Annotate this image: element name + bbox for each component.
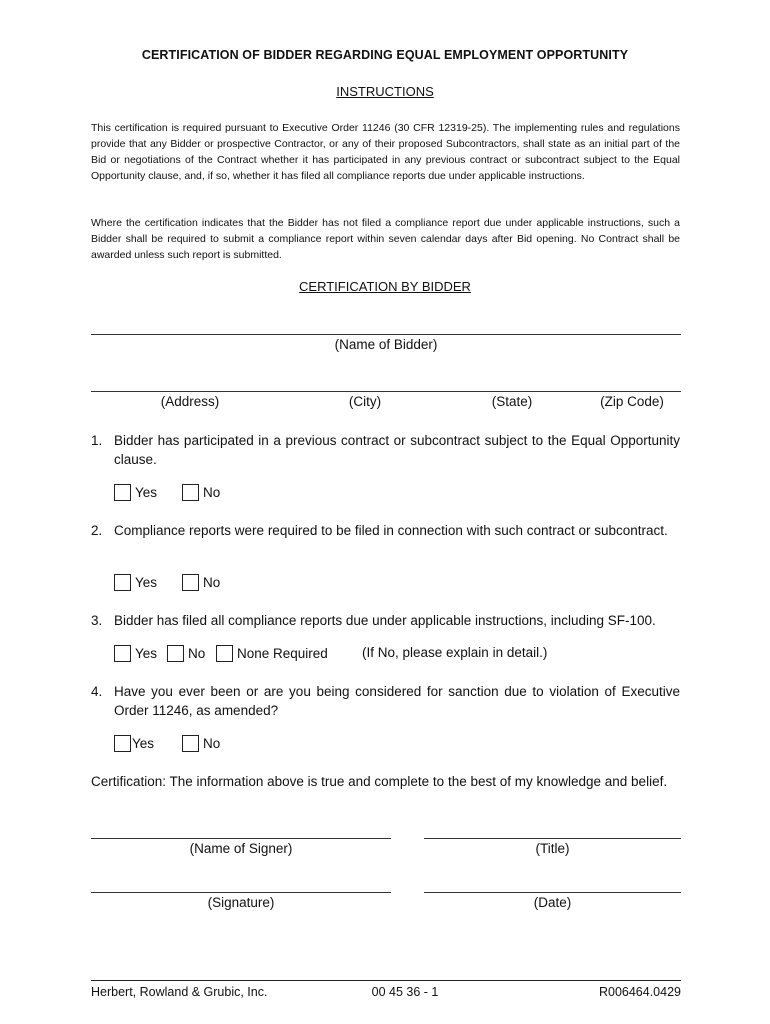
question-1-yes-checkbox[interactable] bbox=[114, 484, 131, 501]
state-label: (State) bbox=[491, 394, 533, 409]
document-title: CERTIFICATION OF BIDDER REGARDING EQUAL EMPLOYMENT OPPORTUNITY bbox=[141, 48, 629, 62]
question-2-no-checkbox[interactable] bbox=[182, 574, 199, 591]
question-4-yes-option[interactable] bbox=[114, 734, 154, 752]
question-1-no-label: No bbox=[203, 484, 221, 500]
signature-line[interactable] bbox=[91, 892, 391, 893]
question-4-no-option[interactable] bbox=[182, 734, 220, 752]
signer-name-line[interactable] bbox=[91, 838, 391, 839]
certification-heading: CERTIFICATION BY BIDDER bbox=[299, 279, 471, 294]
question-1-yes-label: Yes bbox=[135, 484, 158, 500]
question-3-yes-label: Yes bbox=[135, 645, 158, 661]
question-3-note: (If No, please explain in detail.) bbox=[362, 645, 548, 660]
title-line[interactable] bbox=[424, 838, 681, 839]
question-4-number: 4. bbox=[91, 684, 103, 699]
question-2-yes-label: Yes bbox=[135, 574, 158, 590]
bidder-name-label: (Name of Bidder) bbox=[334, 337, 438, 352]
zip-code-label: (Zip Code) bbox=[600, 394, 664, 409]
question-2-no-option[interactable] bbox=[182, 573, 220, 591]
date-line[interactable] bbox=[424, 892, 681, 893]
question-3-no-label: No bbox=[188, 645, 206, 661]
signature-label: (Signature) bbox=[207, 895, 275, 910]
question-2-yes-checkbox[interactable] bbox=[114, 574, 131, 591]
question-3-none-required-option[interactable] bbox=[216, 644, 328, 662]
question-1-number: 1. bbox=[91, 433, 103, 448]
instructions-paragraph-1: This certification is required pursuant to Executive Order 11246 (30 CFR 12319-25). The implementing rules and regulations provide that any Bidder or prospective Contractor, or any of their proposed Subcontractors, shall state as an initial part of the Bid or negotiations of the Contract whether it has participated in any previous contract or subcontract subject to the Equal Opportunity clause, and, if so, whether it has filed all compliance reports due under applicable instructions. bbox=[91, 122, 680, 182]
question-3-no-checkbox[interactable] bbox=[167, 645, 184, 662]
footer-divider bbox=[91, 980, 681, 981]
question-4-text: Have you ever been or are you being considered for sanction due to violation of Executive Order 11246, as amended? bbox=[114, 684, 680, 718]
question-3-none-required-checkbox[interactable] bbox=[216, 645, 233, 662]
question-1-yes-option[interactable] bbox=[114, 483, 157, 501]
question-3-yes-checkbox[interactable] bbox=[114, 645, 131, 662]
address-line[interactable] bbox=[91, 391, 681, 392]
date-label: (Date) bbox=[533, 895, 572, 910]
instructions-heading: INSTRUCTIONS bbox=[336, 84, 434, 99]
question-2-text: Compliance reports were required to be filed in connection with such contract or subcontract. bbox=[114, 523, 668, 538]
footer-company: Herbert, Rowland & Grubic, Inc. bbox=[91, 985, 268, 999]
question-4-yes-label: Yes bbox=[132, 735, 155, 751]
footer-document-code: R006464.0429 bbox=[598, 985, 681, 999]
question-3-no-option[interactable] bbox=[167, 644, 205, 662]
question-2-no-label: No bbox=[203, 574, 221, 590]
certification-statement: Certification: The information above is true and complete to the best of my knowledge and belief. bbox=[91, 774, 668, 789]
question-4-yes-checkbox[interactable] bbox=[114, 735, 131, 752]
city-label: (City) bbox=[348, 394, 382, 409]
question-4-no-checkbox[interactable] bbox=[182, 735, 199, 752]
title-label: (Title) bbox=[535, 841, 570, 856]
question-1-no-checkbox[interactable] bbox=[182, 484, 199, 501]
question-2-yes-option[interactable] bbox=[114, 573, 157, 591]
question-4-no-label: No bbox=[203, 735, 221, 751]
question-3-yes-option[interactable] bbox=[114, 644, 157, 662]
question-2-number: 2. bbox=[91, 523, 103, 538]
question-3-none-required-label: None Required bbox=[237, 645, 328, 661]
signer-name-label: (Name of Signer) bbox=[189, 841, 293, 856]
footer-section-number: 00 45 36 - 1 bbox=[371, 985, 439, 999]
question-1-text: Bidder has participated in a previous contract or subcontract subject to the Equal Opportunity clause. bbox=[114, 433, 680, 467]
question-1-no-option[interactable] bbox=[182, 483, 220, 501]
address-label: (Address) bbox=[160, 394, 220, 409]
bidder-name-line[interactable] bbox=[91, 334, 681, 335]
instructions-paragraph-2: Where the certification indicates that the Bidder has not filed a compliance report due under applicable instructions, such a Bidder shall be required to submit a compliance report within seven calendar days after Bid opening. No Contract shall be awarded unless such report is submitted. bbox=[91, 217, 680, 261]
question-3-number: 3. bbox=[91, 613, 103, 628]
question-3-text: Bidder has filed all compliance reports due under applicable instructions, including SF-100. bbox=[114, 613, 656, 628]
